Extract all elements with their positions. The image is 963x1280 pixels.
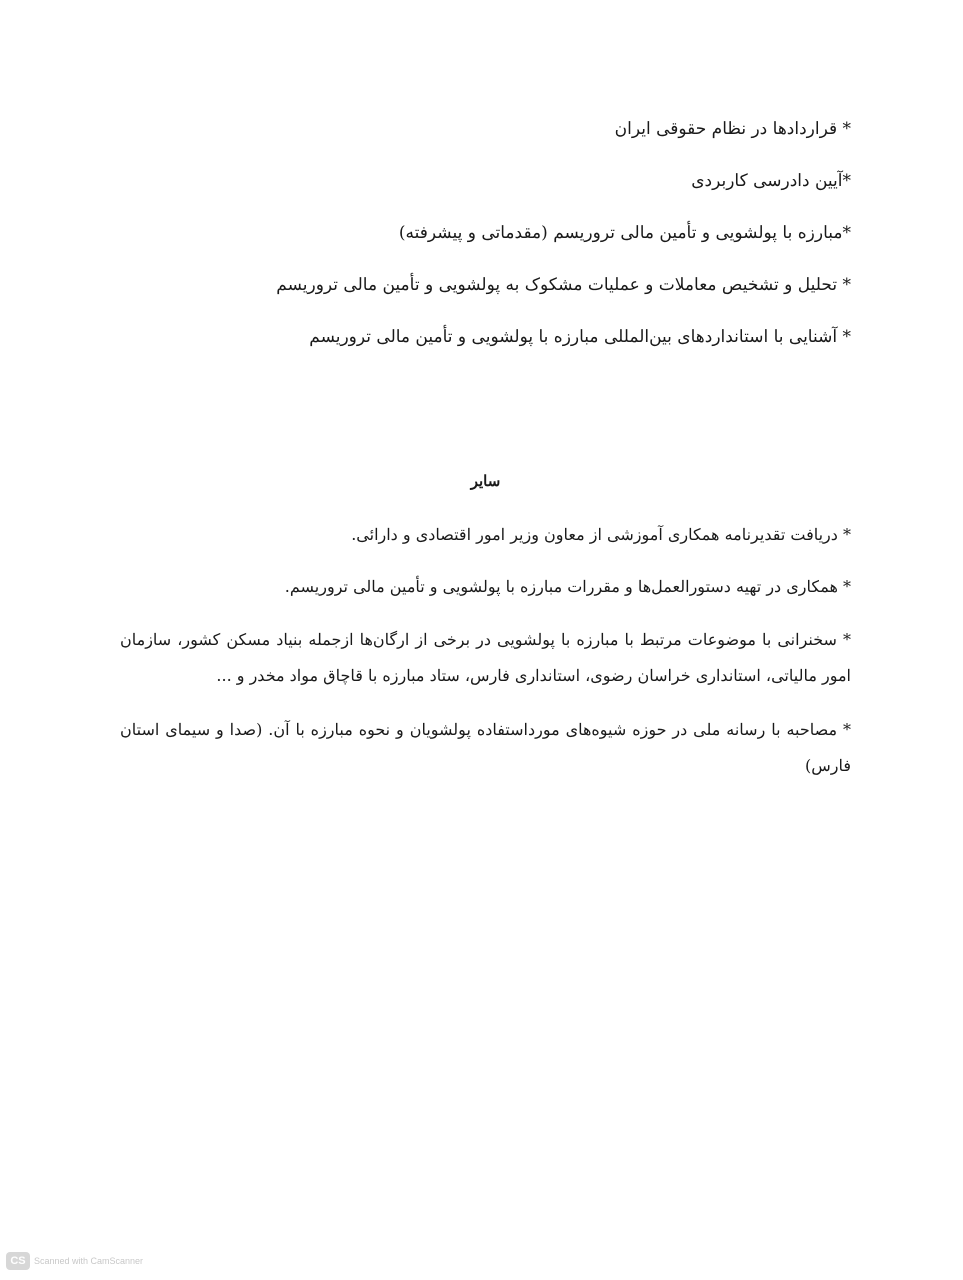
page-content [120, 112, 851, 802]
watermark-text: Scanned with CamScanner [34, 1256, 144, 1266]
scanner-watermark [6, 1252, 143, 1270]
other-item: * دریافت تقدیرنامه همکاری آموزشی از معاون وزیر امور اقتصادی و دارائی. [351, 525, 851, 544]
camscanner-logo-icon: CS [6, 1252, 30, 1270]
course-item: * آشنایی با استانداردهای بین‌المللی مبارزه با پولشویی و تأمین مالی تروریسم [309, 327, 851, 347]
course-item: * تحلیل و تشخیص معاملات و عملیات مشکوک به پولشویی و تأمین مالی تروریسم [276, 275, 851, 295]
other-item: * سخنرانی با موضوعات مرتبط با مبارزه با پولشویی در برخی از ارگان‌ها ازجمله بنیاد مسکن کشور، سازمان امور مالیاتی، استانداری خراسان رضوی، استانداری فارس، ستاد مبارزه با قاچاق مواد مخدر و ... [120, 630, 851, 685]
course-item: *مبارزه با پولشویی و تأمین مالی تروریسم (مقدماتی و پیشرفته) [398, 223, 851, 243]
course-item: * قراردادها در نظام حقوقی ایران [614, 119, 851, 139]
course-item: *آیین دادرسی کاربردی [691, 171, 851, 191]
course-list [120, 112, 851, 354]
other-item: * مصاحبه با رسانه ملی در حوزه شیوه‌های مورداستفاده پولشویان و نحوه مبارزه با آن. (صدا و سیمای استان فارس) [120, 720, 851, 775]
other-item: * همکاری در تهیه دستورالعمل‌ها و مقررات مبارزه با پولشویی و تأمین مالی تروریسم. [284, 577, 851, 596]
section-heading-other: سایر [470, 472, 501, 490]
other-list [120, 518, 851, 784]
